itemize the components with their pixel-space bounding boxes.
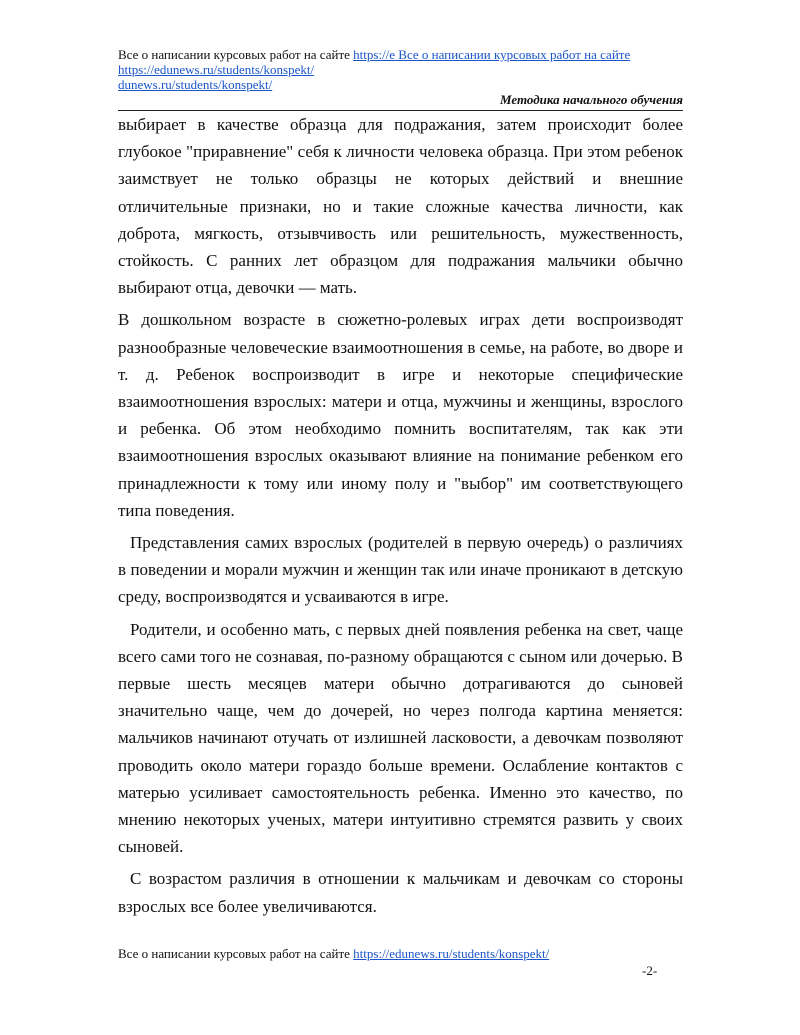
paragraph: Представления самих взрослых (родителей в первую очередь) о различиях в поведении и морали мужчин и женщин так или иначе проникают в детскую среду, воспроизводятся и усваиваются в игре. <box>118 533 683 607</box>
paragraph: В дошкольном возрасте в сюжетно-ролевых играх дети воспроизводят разнообразные человеческие взаимоотношения в семье, на работе, во дворе и т. д. Ребенок воспроизводит в игре и некоторые специфические взаимоотношения взрослых: матери и отца, мужчины и женщины, взрослого и ребенка. Об этом необходимо помнить воспитателям, так как эти взаимоотношения взрослых оказывают влияние на понимание ребенком его принадлежности к тому или иному полу и "выбор" им соответствующего типа поведения. <box>118 310 683 520</box>
document-body <box>118 111 683 920</box>
footer-site-text: Все о написании курсовых работ на сайте <box>118 946 354 961</box>
header-link-1[interactable]: https://e Все о написании курсовых работ на сайте <box>353 47 631 62</box>
footer-link[interactable]: https://edunews.ru/students/konspekt/ <box>353 946 550 961</box>
page-header <box>118 47 688 92</box>
page-footer <box>118 946 683 961</box>
paragraph: выбирает в качестве образца для подражания, затем происходит более глубокое "приравнение" себя к личности человека образца. При этом ребенок заимствует не только образцы не которых действий и внешние отличительные признаки, но и такие сложные качества личности, как доброта, мягкость, отзывчивость или решительность, мужественность, стойкость. С ранних лет образцом для подражания мальчики обычно выбирают отца, девочки — мать. <box>118 115 683 298</box>
paragraph: С возрастом различия в отношении к мальчикам и девочкам со стороны взрослых все более увеличиваются. <box>118 869 683 916</box>
paragraph: Родители, и особенно мать, с первых дней появления ребенка на свет, чаще всего сами того не сознавая, по-разному обращаются с сыном или дочерью. В первые шесть месяцев матери обычно дотрагиваются до сыновей значительно чаще, чем до дочерей, но через полгода картина меняется: мальчиков начинают отучать от излишней ласковости, а девочкам позволяют проводить около матери гораздо больше времени. Ослабление контактов с матерью усиливает самостоятельность ребенка. Именно это качество, по мнению некоторых ученых, матери интуитивно стремятся развить у своих сыновей. <box>118 619 683 857</box>
header-link-2[interactable]: https://edunews.ru/students/konspekt/ <box>118 62 315 77</box>
header-site-text: Все о написании курсовых работ на сайте <box>118 47 354 62</box>
running-title: Методика начального обучения <box>499 92 683 107</box>
page-number: -2- <box>642 963 658 978</box>
header-link-3[interactable]: dunews.ru/students/konspekt/ <box>118 77 273 92</box>
